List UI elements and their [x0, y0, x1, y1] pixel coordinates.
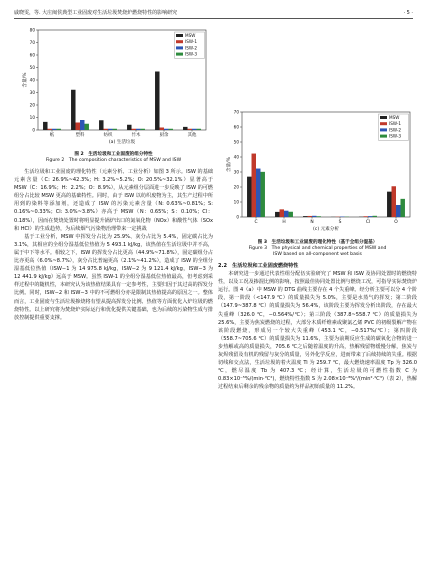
bar [76, 123, 80, 131]
bar [280, 209, 284, 217]
x-tick-label: 竹木 [131, 133, 141, 138]
y-tick-label: 30 [29, 90, 35, 96]
x-tick-label: S [338, 220, 342, 225]
panel-label: (a) 生活垃圾 [108, 140, 136, 145]
bar [288, 212, 292, 217]
x-tick-label: N [310, 220, 314, 225]
y-tick-label: 20 [233, 184, 239, 190]
bar [192, 129, 196, 130]
header-left: 戚晓雯，等. 大庄闽侯典型工业固废对生活垃圾焚烧炉燃烧特性的影响研究 [14, 10, 178, 16]
bar [164, 129, 168, 130]
legend-label: MSW [389, 115, 400, 120]
y-tick-label: 20 [29, 102, 35, 108]
x-tick-label: 其他 [187, 133, 197, 138]
y-axis-label: 含量/% [227, 156, 232, 173]
figure-2-caption-cn: 图 2 生活垃圾和工业固废的组分特性 [74, 152, 153, 157]
bar [196, 129, 200, 130]
legend-swatch [176, 46, 183, 49]
legend-swatch [176, 40, 183, 43]
y-tick-label: 30 [233, 169, 239, 175]
bar [400, 199, 404, 217]
bar [372, 216, 376, 217]
bar [308, 216, 312, 217]
page-number: · 5 · [403, 10, 413, 16]
y-tick-label: 40 [29, 77, 35, 83]
paragraph: 本研究进一步通过代表性组分配伍实验研究了 MSW 和 ISW 及协同处置时的燃烧特性，以及工况及掺混比例的影响，按照最佳协同处置比例与燃烧工况，可指导实际焚烧炉运行。图 4（a）中 MSW 的 DTG 曲线主要存在 4 个失重峰。经分析主要可以分 4 个阶段，第一阶段（<147.9 ℃）的质量损失为 5.0%，主要是水蒸气的挥发；第二阶段（147.9~387.8 ℃）的质量损失为 56.4%，该阶段主要为挥发分析出阶段，存在最大失重峰（326.0 ℃，−0.564%/℃）；第三阶段（387.8~558.7 ℃）的质量损失为 25.6%，主要为焦炭燃烧的过程，大部分木质纤维素或聚氯乙烯 PVC 的初级裂解产物在该阶段燃烧，形成另一个较大失重峰（453.1 ℃，−0.517%/℃）；第四阶段（558.7~705.6 ℃）的质量损失为 11.6%，主要为前期反应生成的碳氧化合物的进一步热解或高的质量损失，705.6 ℃之后随着温度的升高，热解残留物缓慢分解，焦炭与灰烬残留及有机的残留与灰分的质量，另外化学反应，进而带来了后续持续的失重。根据切线和交点法，生活垃圾的着火温度 Ti 为 259.7 ℃，最大燃烧速率温度 Tp 为 326.0 ℃，燃尽温度 Tb 为 407.3 ℃；经计算，生活垃圾的可燃性指数 C 为 0.83×10⁻⁵%/(min·℃²)，燃烧特性指数 S 为 2.08×10⁻⁸%²/(min²·℃³)（表 2），热解过程结束后剩余的残余物的质量约为样品初始质量的 11.2%。 [218, 271, 417, 391]
x-tick-label: 厨余 [159, 133, 169, 138]
bar [396, 205, 400, 217]
bar [260, 172, 264, 217]
bar [312, 216, 316, 217]
figure-2-chart [14, 24, 213, 148]
bar [303, 216, 307, 217]
figure-3-caption-en-2: ISW based on all-component wet basis [273, 252, 362, 258]
figure-3-caption [218, 240, 417, 259]
running-header [14, 8, 413, 19]
bar [256, 169, 260, 217]
bar [155, 72, 159, 131]
legend-swatch [380, 135, 387, 138]
right-column [218, 262, 417, 392]
bar [99, 120, 103, 130]
bar [364, 216, 368, 217]
x-tick-label: O [394, 220, 398, 225]
bar [168, 129, 172, 130]
bar [140, 129, 144, 130]
bar [127, 125, 131, 130]
x-tick-label: 纸 [49, 133, 55, 138]
legend-label: ISW-2 [389, 127, 402, 133]
legend-label: ISW-2 [185, 45, 198, 51]
figure-3-caption-en-1: Figure 3 The physical and chemical properties of MSW and [248, 246, 387, 252]
x-tick-label: 塑料 [75, 133, 85, 138]
bar [43, 122, 47, 130]
bar [112, 129, 116, 130]
bar [104, 129, 108, 130]
legend-label: ISW-1 [389, 121, 402, 127]
bar [56, 129, 60, 130]
y-tick-label: 50 [29, 65, 35, 71]
bar [80, 120, 84, 130]
paragraph: 基于工业分析，MSW 中挥发分占比为 25.9%、灰分占比为 5.4%，固定碳占比为 3.1%，其相应的全组分湿基低位热值为 5 493.1 kJ/kg，该热值在生活垃圾中并不高，属于中下等水平。相较之下，ISW 的挥发分占比更高（44.9%~71.8%），固定碳组分占比亦更高（6.0%~8.7%），灰分占比普遍更高（2.1%~41.2%），造成了 ISW 的全组分湿基低位热值（ISW−1 为 14 975.8 kJ/kg，ISW−2 为 9 121.4 kJ/kg，ISW−3 为 12 441.9 kJ/kg）远高于 MSW。虽然 ISW-1 的全组分湿基低位热值最高，但考虑到采样过程中的随机性，本研究认为该热值结果具有一定参考性，主要归因于其过高的挥发分比例。同时，ISW−2 和 ISW−3 中的不可燃组分亦是限制其热值提高的原因之一。整体而言，工业固废与生活垃圾掺烧将有望从提高挥发分比例、热值等方面优化入炉垃圾的燃烧特性。以上研究将为焚烧炉实际运行和优化提供关键基础，也为后续的污染物生成与排放控制提供重要支撑。 [14, 233, 213, 321]
y-tick-label: 60 [29, 52, 35, 58]
y-tick-label: 70 [233, 109, 239, 115]
bar [108, 129, 112, 130]
figure-2-caption [14, 152, 213, 164]
legend-label: MSW [185, 33, 196, 38]
bar [392, 186, 396, 217]
legend-swatch [176, 34, 183, 37]
bar [387, 192, 391, 217]
bar [188, 129, 192, 130]
y-tick-label: 80 [29, 27, 35, 33]
legend-swatch [380, 122, 387, 125]
figure-3-caption-cn: 图 3 生活垃圾和工业固废的理化特性（基于全组分湿基） [257, 240, 378, 245]
x-tick-label: 纺织 [103, 133, 113, 138]
bar [52, 129, 56, 130]
bar [183, 127, 187, 130]
legend-label: ISW-3 [185, 51, 198, 57]
legend-label: ISW-1 [185, 39, 198, 45]
y-tick-label: 0 [236, 214, 239, 220]
bar [275, 212, 279, 217]
paragraph: 生活垃圾和工业固废的理化特性（元素分析、工业分析）如图 3 所示。ISW 的基础元素含量（C: 26.9%~42.3%；H: 3.2%~5.2%；O: 20.5%~32.1%）显著高于 MSW（C：16.9%；H：2.2%；O：8.9%），从元素组分层面进一步反映了 ISW 的可燃组分占比较 MSW 更高的基础特性。同时，由于 ISW 以纺织废物为主，其生产过程中所用到的染料等添加剂，还造成了 ISW 的污染元素含量（N: 0.63%~0.81%；S: 0.16%~0.33%；Cl: 3.0%~3.8%）亦高于 MSW（N：0.65%；S：0.10%；Cl：0.18%），因而在焚烧处置时将明显提升锅炉出口的氮氧化物（NOx）和酸性气体（SOx 和 HCl）的生成趋势，为后续烟气污染物治理带来一定挑战 [14, 169, 213, 232]
figure-3-chart [218, 24, 417, 239]
bar [252, 154, 256, 217]
x-tick-label: C [254, 220, 258, 225]
y-tick-label: 50 [233, 139, 239, 145]
x-tick-label: H [282, 220, 286, 225]
y-axis-label: 含量/% [23, 72, 28, 88]
legend-swatch [176, 53, 183, 56]
left-column [14, 168, 213, 322]
bar [136, 129, 140, 130]
y-tick-label: 10 [29, 115, 35, 121]
y-tick-label: 0 [32, 127, 35, 133]
bar [316, 216, 320, 217]
y-tick-label: 70 [29, 40, 35, 46]
legend-swatch [380, 116, 387, 119]
bar [368, 216, 372, 217]
y-tick-label: 40 [233, 154, 239, 160]
x-tick-label: Cl [365, 220, 371, 225]
bar [160, 128, 164, 131]
bar [247, 177, 251, 217]
y-tick-label: 10 [233, 199, 239, 205]
y-tick-label: 60 [233, 124, 239, 130]
legend-label: ISW-3 [389, 133, 402, 139]
bar [132, 129, 136, 130]
section-heading: 2.2 生活垃圾和工业固废燃烧特性 [218, 263, 299, 269]
legend-swatch [380, 128, 387, 131]
bar [48, 129, 52, 130]
panel-label: (c) 元素分析 [313, 227, 339, 232]
bar [71, 90, 75, 130]
figure-2-caption-en: Figure 2 The composition characteristics of MSW and ISW [45, 158, 182, 164]
bar [84, 124, 88, 130]
bar [284, 211, 288, 217]
